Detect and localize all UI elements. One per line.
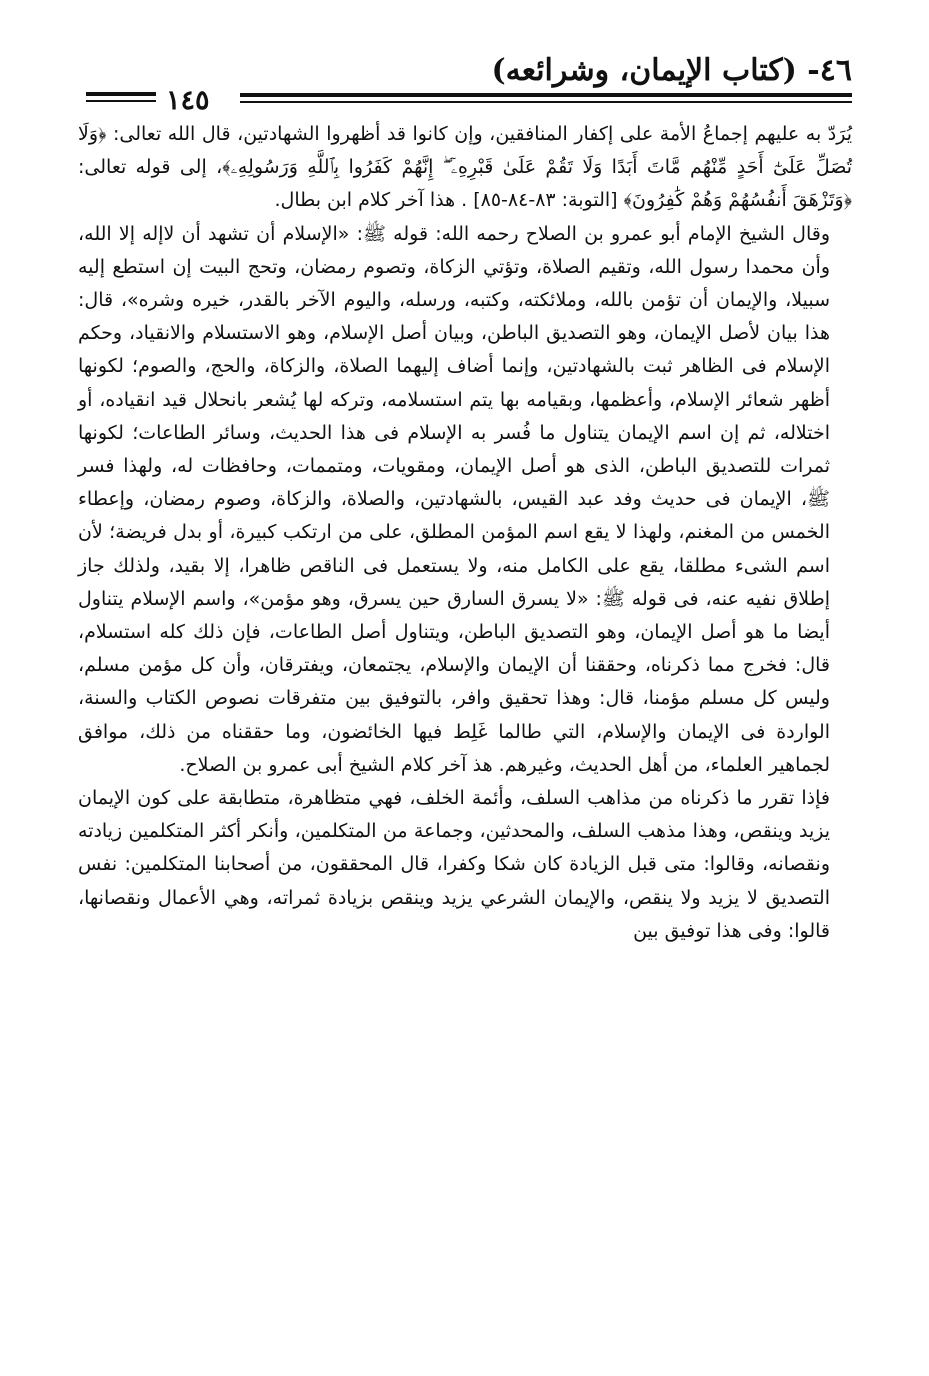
paragraph: فإذا تقرر ما ذكرناه من مذاهب السلف، وأئمة الخلف، فهي متظاهرة، متطابقة على كون الإيمان يزيد وينقص، وهذا مذهب السلف، والمحدثين، وجماعة من المتكلمين، وأنكر أكثر المتكلمين زيادته ونقصانه، وقالوا: متى قبل الزيادة كان شكا وكفرا، قال المحققون، من أصحابنا المتكلمين: نفس التصديق لا يزيد ولا ينقص، والإيمان الشرعي يزيد وينقص بزيادة ثمراته، وهي الأعمال ونقصانها، قالوا: وفى هذا توفيق بين <box>78 787 830 942</box>
page-number: ١٤٥ <box>166 85 210 116</box>
paragraph: يُرَدّ به عليهم إجماعُ الأمة على إكفار المنافقين، وإن كانوا قد أظهروا الشهادتين، قال الله تعالى: ﴿وَلَا تُصَلِّ عَلَىٰٓ أَحَدٍ مِّنْهُم مَّاتَ أَبَدًا وَلَا تَقُمْ عَلَىٰ قَبْرِهِۦٓ ۖ إِنَّهُمْ كَفَرُوا بِٱللَّهِ وَرَسُولِهِۦ﴾، إلى قوله تعالى: ﴿وَتَزْهَقَ أَنفُسُهُمْ وَهُمْ كَٰفِرُونَ﴾ [التوبة: ٨٣-٨٤-٨٥] . هذا آخر كلام ابن بطال. <box>78 123 852 212</box>
header-rule <box>240 93 852 109</box>
page-number-rule <box>86 92 156 108</box>
paragraph: وقال الشيخ الإمام أبو عمرو بن الصلاح رحمه الله: قوله ﷺ: «الإسلام أن تشهد أن لاإله إلا الله، وأن محمدا رسول الله، وتقيم الصلاة، وتؤتي الزكاة، وتصوم رمضان، وتحج البيت إن استطع إليه سبيلا، والإيمان أن تؤمن بالله، وملائكته، وكتبه، ورسله، واليوم الآخر بالقدر، خيره وشره»، قال: هذا بيان لأصل الإيمان، وهو التصديق الباطن، وبيان أصل الإسلام، وهو الاستسلام والانقياد، وحكم الإسلام فى الظاهر ثبت بالشهادتين، وإنما أضاف إليهما الصلاة، والزكاة، والحج، والصوم؛ لكونها أظهر شعائر الإسلام، وأعظمها، وبقيامه بها يتم استسلامه، وتركه لها يُشعر بانحلال قيد انقياده، أو اختلاله، ثم إن اسم الإيمان يتناول ما فُسر به الإسلام فى هذا الحديث، وسائر الطاعات؛ لكونها ثمرات للتصديق الباطن، الذى هو أصل الإيمان، ومقويات، ومتممات، وحافظات له، ولهذا فسر ﷺ، الإيمان فى حديث وفد عبد القيس، بالشهادتين، والصلاة، والزكاة، وصوم رمضان، وإعطاء الخمس من المغنم، ولهذا لا يقع اسم المؤمن المطلق، على من ارتكب كبيرة، أو بدل فريضة؛ لأن اسم الشىء مطلقا، يقع على الكامل منه، ولا يستعمل فى الناقص ظاهرا، إلا بقيد، ولذلك جاز إطلاق نفيه عنه، فى قوله ﷺ: «لا يسرق السارق حين يسرق، وهو مؤمن»، واسم الإسلام يتناول أيضا ما هو أصل الإيمان، وهو التصديق الباطن، ويتناول أصل الطاعات، فإن ذلك كله استسلام، قال: فخرج مما ذكرناه، وحققنا أن الإيمان والإسلام، يجتمعان، ويفترقان، وأن كل مؤمن مسلم، وليس كل مسلم مؤمنا، قال: وهذا تحقيق وافر، بالتوفيق بين متفرقات نصوص الكتاب والسنة، الواردة فى الإيمان والإسلام، التي طالما غَلِط فيها الخائضون، وما حققناه من ذلك، موافق لجماهير العلماء، من أهل الحديث، وغيرهم. هذ آخر كلام الشيخ أبى عمرو بن الصلاح. <box>78 222 830 776</box>
page-header <box>80 50 852 116</box>
chapter-title: ٤٦- (كتاب الإيمان، وشرائعه) <box>491 53 852 88</box>
body-text <box>78 118 852 948</box>
